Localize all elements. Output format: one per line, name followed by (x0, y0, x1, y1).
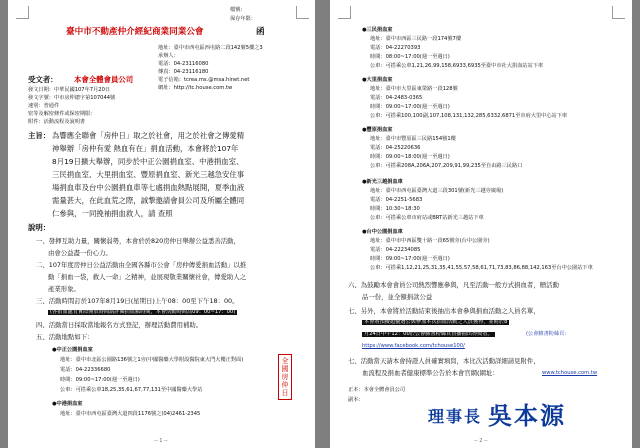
location-line: 電話：04-2251-5683 (370, 197, 423, 203)
location-line: 時間：09:00~17:00(週一至週日) (60, 377, 140, 383)
location-heading: ●三民捐血室 (362, 27, 393, 33)
explain-label: 說明： (28, 223, 51, 232)
file-mark: 保存年限： (230, 16, 256, 22)
explain-item-highlight: 月24日中午12：00於公會臉書粉絲頁直播抽出得獎者。 (364, 331, 493, 337)
location-line: 時間：09:00~17:00(週一至週日) (370, 256, 450, 262)
carbon-copy: 副本： (348, 397, 364, 403)
location-line: 時間：09:00~18:00(週一至週日) (370, 154, 450, 160)
location-line: 公車：可搭乘1,12,21,25,31,35,41,55,57,58,61,71,73,83,86,88,142,163至台中公園站下車 (370, 265, 593, 271)
explain-item: 動「捐血一袋，救人一命」之精神，並展現敬業關懷社會，傳愛助人之 (48, 273, 247, 281)
location-line: 電話：04-25220636 (370, 145, 421, 151)
location-line: 地址：臺中市西屯區臺灣大道四段1176號之(04)2461-2345 (60, 411, 201, 417)
subject-line: 為響應全聯會「房仲日」取之於社會，用之於社會之傳愛精 (52, 131, 245, 140)
address-line: 地址：臺中市西屯區西屯路二段142號5樓之3 (158, 45, 263, 51)
location-line: 公車：可搭乘100,100副,107,108,131,132,285,6332,6871至市府大里中心站下車 (370, 113, 568, 119)
explain-item: 六、為鼓勵本會會員公司熱烈響應參與，凡至活動一般方式捐血者，贈活動 (348, 281, 559, 289)
explain-item: 產業形象。 (48, 285, 80, 293)
doc-meta: 發文日期：中華民國107年7月20日 (28, 87, 111, 93)
location-line: 地址：臺中市北區公園路136號之1旁(中國醫藥大學附設醫院東大門大樓正對面) (60, 357, 244, 363)
recipient-label: 受文者： (28, 75, 58, 84)
location-heading: ●中港捐血室 (52, 401, 83, 407)
seal-stamp: 全國房仲日 (278, 354, 292, 400)
signature-name: 吳本源 (488, 401, 566, 430)
location-line: 公車：可搭乘公車18,25,35,61,67,77,131至中國醫藥大學站 (60, 387, 203, 393)
explain-item: 五、活動地點如下： (36, 333, 94, 341)
address-line: 電子信箱：tcrea.ms.@msa.hinet.net (158, 77, 250, 83)
explain-item: 七、另外，本會將於活動結束後抽出本會參與捐血活動之人員名單， (348, 307, 540, 315)
explain-item: 由會公益盡一份心力。 (48, 249, 112, 257)
crop-mark (296, 6, 309, 19)
doc-meta: 發文字號：中市房仲總字第107044號 (28, 95, 116, 101)
subject-label: 主旨： (28, 131, 51, 140)
facebook-label: (公會臉書粉絲頁： (526, 331, 570, 337)
website-link[interactable]: www.tchouse.com.tw (542, 370, 598, 376)
location-line: 電話：04-2483-0365 (370, 95, 423, 101)
facebook-link[interactable]: https://www.facebook.com/tchouse100/ (362, 343, 465, 349)
location-heading: ●豐原捐血室 (362, 127, 393, 133)
location-line: 公車：可搭乘208A,206A,207,209,91,99,235至自由路三民路口 (370, 163, 523, 169)
doc-meta: 附件：活動流程及說明書 (28, 119, 86, 125)
location-line: 地址：臺中市豐原區三民路154號1樓 (370, 136, 456, 142)
explain-item: 品一份，並全額捐款公益 (362, 293, 433, 301)
subject-line: 需量甚大，在此血荒之際，誠摯邀請會員公司及所屬全體同 (52, 196, 245, 205)
explain-item: 二、107年度房仲日公益活動由全國各縣市公會「房仲傳愛捐血活動」以推 (36, 261, 247, 269)
location-line: 地址：臺中市西區三民路一段174號7樓 (370, 36, 462, 42)
location-line: 電話：04-22234085 (370, 247, 421, 253)
location-line: 電話：04-22270393 (370, 45, 421, 51)
explain-item-highlight: (各捐血處有實際開放時間請詳閱捐血點時間，本會活動時間為09：00~17：00) (50, 309, 236, 315)
copy-to: 正本：本會全體會員公司 (348, 387, 406, 393)
crop-mark (612, 6, 625, 19)
doc-title-suffix: 函 (256, 27, 265, 37)
subject-line: 仁參與，一同挽袖捐血救人，請 查照 (52, 209, 173, 218)
subject-line: 8月19日擴大舉辦，同步於中正公園捐血室、中港捐血室、 (52, 157, 244, 166)
explain-item-highlight: 本會將預擬超優選公與參加本次捐血活動之人員獲得，並附於8 (364, 319, 508, 325)
address-line: 傳真：04-23116180 (158, 69, 209, 75)
explain-item: 四、活動當日採取當地報名方式登記，辦理活動費用補助。 (36, 321, 203, 329)
subject-line: 場捐血車及台中公園捐血車等七處捐血熱點展開，夏季血液 (52, 183, 245, 192)
document-page-1 (8, 0, 315, 448)
location-heading: ●中正公園捐血室 (52, 347, 93, 353)
website: 網址：http://tc.house.com.tw (158, 85, 233, 91)
address-line: 承辦人： (158, 53, 179, 59)
explain-item: 一、發揮互助力量，關懷弱勢，本會於於820房仲日舉辦公益悉善活動， (36, 237, 240, 245)
location-line: 時間：08:00~17:00(週一至週日) (370, 54, 450, 60)
location-line: 時間：10:30~18:30 (370, 206, 420, 212)
page-number: -- 2 -- (474, 438, 488, 444)
location-line: 地址：臺中市西屯區臺灣大道三段301號(新光三越旁廣場) (370, 188, 504, 194)
crop-mark (16, 6, 29, 19)
doc-title: 臺中市不動產仲介經紀商業同業公會 (66, 27, 204, 37)
page-number: -- 1 -- (154, 438, 168, 444)
location-heading: ●台中公園捐血車 (362, 229, 403, 235)
explain-item: 三、活動時間訂於107年8月19日(星期日)上午08：00至下午18：00。 (36, 297, 239, 305)
signature-title: 理事長 (428, 407, 483, 426)
location-line: 地址：臺中市大里區東榮路一段128號 (370, 86, 458, 92)
document-page-2 (330, 0, 632, 448)
crop-mark (338, 6, 351, 19)
doc-meta: 密等及解密條件或保密期限： (28, 111, 96, 117)
location-line: 電話：04-22336680 (60, 367, 111, 373)
location-heading: ●大里捐血室 (362, 77, 393, 83)
explain-item: 七、活動當天請本會持證人員確實填寫，本比次活動詳細請見附件， (348, 357, 540, 365)
doc-meta: 速別：普通件 (28, 103, 60, 109)
location-line: 地址：臺中市中西區雙十路一段65號旁(台中公園旁) (370, 238, 490, 244)
subject-line: 三民捐血室、大里捐血室、豐原捐血室、新光三越急安住事 (52, 170, 245, 179)
subject-line: 神舉辦「房仲有愛 熱血有在」捐血活動，本會將於107年 (52, 144, 239, 153)
location-line: 公車：可搭乘公車1,21,26,99,158,6933,6935至臺中市社大捐血站站下車 (370, 63, 544, 69)
location-line: 時間：09:00~17:00(週一至週日) (370, 104, 450, 110)
location-heading: ●新光三越捐血車 (362, 179, 403, 185)
file-mark: 檔號： (230, 7, 246, 13)
address-line: 電話：04-23116080 (158, 61, 209, 67)
recipient: 本會全體會員公司 (74, 75, 134, 84)
location-line: 公車：可搭乘公車市府站或BRT站新光三越站下車 (370, 215, 484, 221)
explain-item: 血流程及捐血者健康標準公告於本會官網(網址： (362, 369, 499, 377)
